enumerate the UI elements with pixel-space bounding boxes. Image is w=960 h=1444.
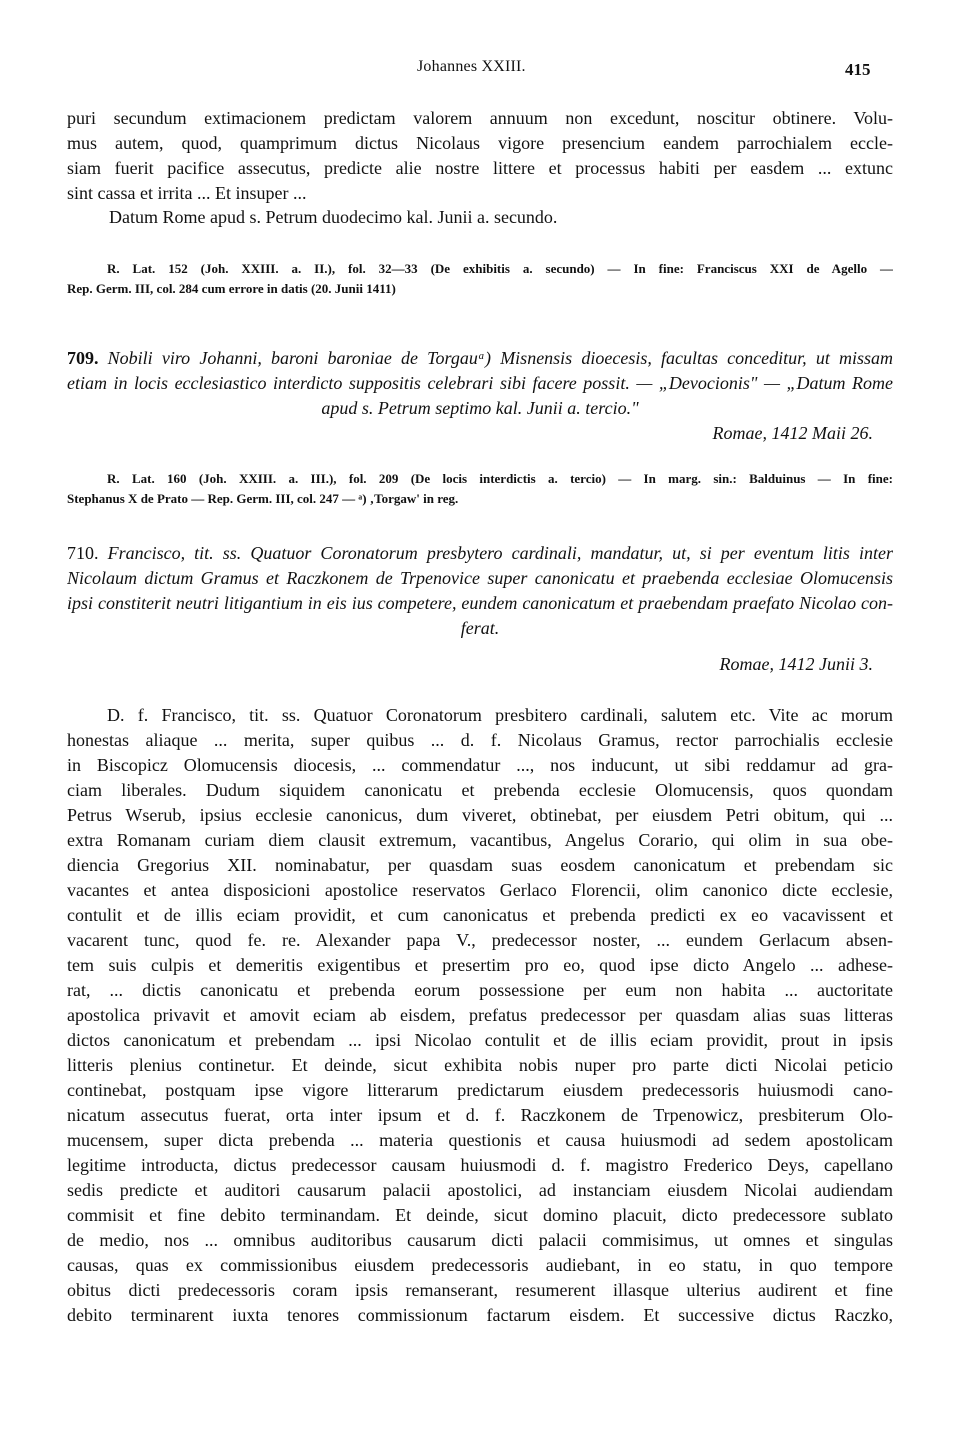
text-line: ciam liberales. Dudum siquidem canonicatu et prebenda ecclesie Olomucensis, quos quondam: [67, 780, 893, 800]
text-line: Petrus Wserub, ipsius ecclesie canonicus, dum viveret, obtinebat, per eiusdem Petri obitum, qui ...: [67, 805, 893, 825]
continued-paragraph: [67, 106, 893, 206]
entry-710-text: [67, 703, 893, 1328]
regest-line: apud s. Petrum septimo kal. Junii a. tercio.": [321, 398, 639, 418]
text-line: de medio, nos ... omnibus auditoribus causarum dicti palacii commisimus, ut omnes et singulas: [67, 1230, 893, 1250]
text-line: obitus dicti predecessoris coram ipsis remanserant, resumerent illasque ulterius audirent et fine: [67, 1280, 893, 1300]
running-header: [0, 58, 960, 82]
text-line: vacantes et antea disposicioni apostolice reservatos Gerlaco Florencii, olim canonico dicte ecclesie,: [67, 880, 893, 900]
entry-number: 710.: [67, 543, 99, 563]
regest-line: ferat.: [460, 618, 500, 638]
regest-text: Nobili viro Johanni, baroni baroniae de Torgauᵃ) Misnensis dioecesis, facultas conceditur, ut missam: [107, 348, 893, 368]
text-line: apostolica privavit et amovit eciam ab eisdem, prefatus predecessor per quasdam alias suas litteras: [67, 1005, 893, 1025]
running-title: Johannes XXIII.: [417, 58, 526, 75]
text-line: mucensem, super dicta prebenda ... materia questionis et causa huiusmodi ad sedem apostolicam: [67, 1130, 893, 1150]
text-line: siam fuerit pacifice assecutus, predicte alie nostre littere et processus habiti per easdem ... extunc: [67, 158, 893, 178]
regest-line: [67, 346, 893, 371]
text-line: nicatum assecutus fuerat, orta inter ipsum et d. f. Raczkonem de Trpenowicz, presbiterum Olo-: [67, 1105, 893, 1125]
text-line: dictos canonicatum et prebendam ... ipsi Nicolao contulit et de illis eciam providit, prout in ipsis: [67, 1030, 893, 1050]
regest-line: [67, 541, 893, 566]
regest-text: Francisco, tit. ss. Quatuor Coronatorum presbytero cardinali, mandatur, ut, si per eventum litis inter: [107, 543, 893, 563]
regest-line: etiam in locis ecclesiastico interdicto suppositis celebrari sibi facere possit. — „Devocionis" — „Datum Rome: [67, 373, 893, 393]
entry-709-date: [520, 421, 873, 446]
source-note-709: [67, 469, 893, 509]
note-line: R. Lat. 160 (Joh. XXIII. a. III.), fol. 209 (De locis interdictis a. tercio) — In marg. sin.: Balduinus — In fine:: [107, 471, 893, 486]
entry-number: 709.: [67, 348, 99, 368]
text-line: tem suis culpis et demeritis exigentibus et presertim pro eo, quod ipse dicto Angelo ... adhese-: [67, 955, 893, 975]
regest-line: Nicolaum dictum Gramus et Raczkonem de Trpenovice super canonicatu et praebenda ecclesiae Olomucensis: [67, 568, 893, 588]
text-line: contulit et de illis eciam providit, et cum canonicatus et prebenda predicti ex eo vacavissent et: [67, 905, 893, 925]
entry-709-regest: [67, 346, 893, 421]
date-text: Romae, 1412 Junii 3.: [719, 654, 873, 674]
regest-line: ipsi constiterit neutri litigantium in eis ius competere, eundem canonicatum et praebendam praefato Nicolao con-: [67, 593, 893, 613]
text-line: causas, quas ex commissionibus eiusdem predecessoris audiebant, in eo statu, in quo tempore: [67, 1255, 893, 1275]
datum-text: Datum Rome apud s. Petrum duodecimo kal. Junii a. secundo.: [109, 207, 558, 227]
date-text: Romae, 1412 Maii 26.: [712, 423, 873, 443]
text-line: in Biscopicz Olomucensis diocesis, ... commendatur ..., nos inducunt, ut sibi reddamur ad gra-: [67, 755, 893, 775]
text-line: litteris plenius continetur. Et deinde, sicut exhibita nobis nuper pro parte dicti Nicolai peticio: [67, 1055, 893, 1075]
entry-710-regest: [67, 541, 893, 641]
note-line: R. Lat. 152 (Joh. XXIII. a. II.), fol. 32—33 (De exhibitis a. secundo) — In fine: Franciscus XXI de Agello —: [107, 261, 893, 276]
source-note-708: [67, 259, 893, 299]
text-line: commisit et fine debito terminandam. Et deinde, sicut domino placuit, dicto predecessore sublato: [67, 1205, 893, 1225]
text-line: rat, ... dictis canonicatu et prebenda eorum possessione per eum non habita ... auctoritate: [67, 980, 893, 1000]
text-line: mus autem, quod, quamprimum dictus Nicolaus vigore presencium eandem parrochialem eccle-: [67, 133, 893, 153]
note-line: Rep. Germ. III, col. 284 cum errore in datis (20. Junii 1411): [67, 281, 396, 296]
text-line: D. f. Francisco, tit. ss. Quatuor Coronatorum presbitero cardinali, salutem etc. Vite ac morum: [107, 705, 893, 725]
text-line: honestas aliaque ... merita, super quibus ... d. f. Nicolaus Gramus, rector parrochialis ecclesie: [67, 730, 893, 750]
page-number: 415: [845, 60, 871, 79]
note-line: Stephanus X de Prato — Rep. Germ. III, col. 247 — ᵃ) ‚Torgaw' in reg.: [67, 491, 459, 506]
text-line: sedis predicte et auditori causarum palacii apostolici, ad instanciam eiusdem Nicolai audiendam: [67, 1180, 893, 1200]
text-line: vacarent tunc, quod fe. re. Alexander papa V., predecessor noster, ... eundem Gerlacum absen-: [67, 930, 893, 950]
text-line: continebat, postquam ipse vigore litterarum predictarum eiusdem predecessoris huiusmodi cano-: [67, 1080, 893, 1100]
text-line: debito terminarent iuxta tenores commissionum factarum eisdem. Et successive dictus Raczko,: [67, 1305, 893, 1325]
text-line: extra Romanam curiam diem clausit extremum, vacantibus, Angelus Corario, qui olim in sua obe-: [67, 830, 893, 850]
text-line: diencia Gregorius XII. nominabatur, per quasdam suas eosdem canonicatum et prebendam sic: [67, 855, 893, 875]
entry-710-date: [560, 652, 873, 677]
text-line: legitime introducta, dictus predecessor causam huiusmodi d. f. magistro Frederico Deys, capellano: [67, 1155, 893, 1175]
text-line: sint cassa et irrita ... Et insuper ...: [67, 183, 307, 203]
text-line: puri secundum extimacionem predictam valorem annuum non excedunt, noscitur obtinere. Volu-: [67, 108, 893, 128]
datum-line: [109, 205, 893, 230]
